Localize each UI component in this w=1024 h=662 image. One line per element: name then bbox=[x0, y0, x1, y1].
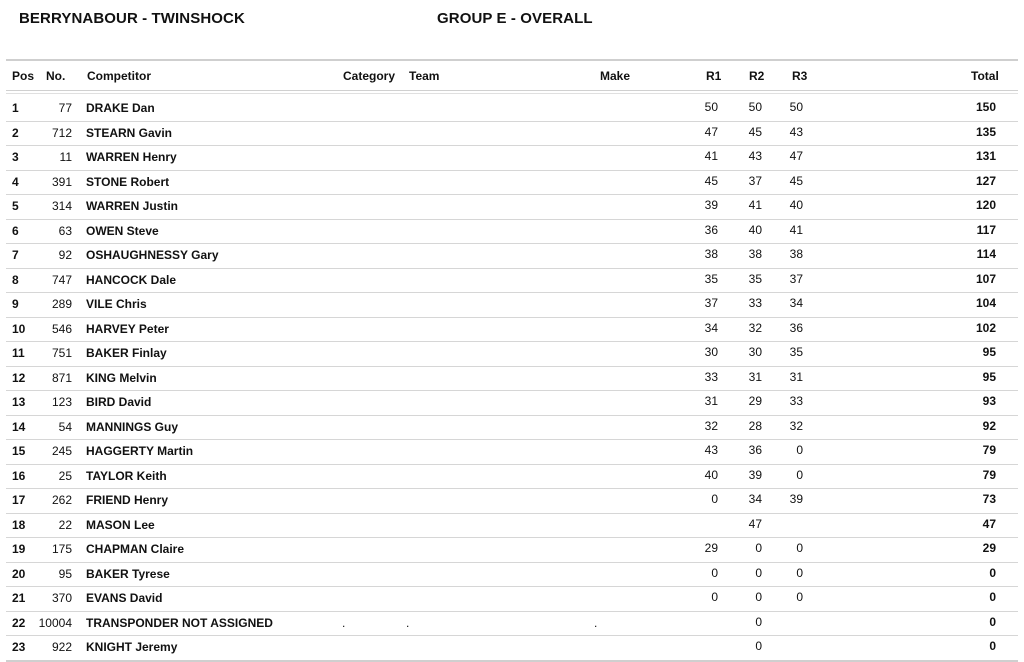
column-header-total: Total bbox=[971, 69, 999, 83]
competitor-name: BIRD David bbox=[86, 395, 152, 409]
round-2-score: 39 bbox=[748, 467, 762, 482]
position: 3 bbox=[12, 150, 19, 164]
round-3-score: 0 bbox=[796, 590, 803, 604]
round-3-score: 34 bbox=[789, 296, 803, 310]
round-1-score: 0 bbox=[711, 492, 718, 506]
position: 7 bbox=[12, 248, 19, 262]
round-2-score: 36 bbox=[748, 443, 762, 457]
competitor-name: TRANSPONDER NOT ASSIGNED bbox=[86, 615, 273, 630]
total-score: 127 bbox=[975, 173, 996, 188]
round-3-score: 32 bbox=[789, 418, 803, 433]
event-title: BERRYNABOUR - TWINSHOCK bbox=[19, 10, 245, 27]
round-3-score: 0 bbox=[796, 541, 803, 555]
competitor-name: MASON Lee bbox=[86, 517, 155, 532]
competitor-name: BAKER Finlay bbox=[86, 346, 167, 360]
column-header-team: Team bbox=[409, 69, 440, 83]
round-2-score: 0 bbox=[755, 614, 762, 629]
round-3-score: 0 bbox=[796, 467, 803, 482]
position: 8 bbox=[12, 272, 19, 287]
rider-number: 92 bbox=[58, 248, 72, 262]
rider-number: 95 bbox=[58, 566, 72, 581]
round-1-score: 30 bbox=[704, 345, 718, 359]
round-2-score: 28 bbox=[748, 418, 762, 433]
rider-number: 175 bbox=[51, 542, 72, 556]
table-row bbox=[6, 612, 1018, 637]
round-2-score: 30 bbox=[748, 345, 762, 359]
round-3-score: 47 bbox=[789, 149, 803, 163]
round-2-score: 37 bbox=[748, 173, 762, 188]
column-header-competitor: Competitor bbox=[87, 69, 151, 83]
rider-number: 370 bbox=[51, 591, 72, 605]
table-row bbox=[6, 563, 1018, 588]
position: 13 bbox=[12, 395, 26, 409]
rider-number: 391 bbox=[51, 174, 72, 189]
rider-number: 123 bbox=[51, 395, 72, 409]
total-score: 0 bbox=[989, 614, 996, 629]
table-row bbox=[6, 195, 1018, 220]
position: 16 bbox=[12, 468, 26, 483]
rider-number: 871 bbox=[51, 370, 72, 385]
competitor-name: KNIGHT Jeremy bbox=[86, 640, 178, 654]
category: . bbox=[342, 615, 346, 630]
table-row bbox=[6, 587, 1018, 612]
rider-number: 747 bbox=[51, 272, 72, 287]
competitor-name: WARREN Justin bbox=[86, 199, 179, 213]
total-score: 131 bbox=[975, 149, 996, 163]
position: 4 bbox=[12, 174, 19, 189]
round-3-score: 0 bbox=[796, 565, 803, 580]
position: 6 bbox=[12, 223, 19, 238]
total-score: 29 bbox=[982, 541, 996, 555]
table-row bbox=[6, 440, 1018, 465]
rider-number: 314 bbox=[51, 199, 72, 213]
round-1-score: 38 bbox=[704, 247, 718, 261]
rider-number: 22 bbox=[58, 517, 72, 532]
round-1-score: 33 bbox=[704, 369, 718, 384]
rider-number: 712 bbox=[51, 125, 72, 140]
competitor-name: BAKER Tyrese bbox=[86, 566, 170, 581]
table-row bbox=[6, 244, 1018, 269]
total-score: 107 bbox=[975, 271, 996, 286]
competitor-name: STONE Robert bbox=[86, 174, 170, 189]
table-row bbox=[6, 636, 1018, 662]
table-row bbox=[6, 97, 1018, 122]
rider-number: 922 bbox=[51, 640, 72, 654]
column-header-r2: R2 bbox=[749, 69, 765, 83]
position: 11 bbox=[12, 346, 25, 360]
total-score: 104 bbox=[975, 296, 996, 310]
round-1-score: 29 bbox=[704, 541, 718, 555]
round-1-score: 39 bbox=[704, 198, 718, 212]
round-2-score: 38 bbox=[748, 247, 762, 261]
position: 14 bbox=[12, 419, 26, 434]
table-row bbox=[6, 318, 1018, 343]
round-2-score: 34 bbox=[748, 492, 762, 506]
rider-number: 245 bbox=[51, 444, 72, 458]
round-1-score: 45 bbox=[704, 173, 718, 188]
round-2-score: 33 bbox=[748, 296, 762, 310]
table-row bbox=[6, 146, 1018, 171]
results-table bbox=[6, 97, 1018, 662]
position: 22 bbox=[12, 615, 26, 630]
round-2-score: 0 bbox=[755, 590, 762, 604]
round-1-score: 0 bbox=[711, 565, 718, 580]
round-2-score: 0 bbox=[755, 565, 762, 580]
total-score: 117 bbox=[976, 222, 996, 237]
column-header-r3: R3 bbox=[792, 69, 808, 83]
rider-number: 77 bbox=[58, 101, 72, 115]
position: 2 bbox=[12, 125, 19, 140]
competitor-name: TAYLOR Keith bbox=[86, 468, 167, 483]
column-header-no: No. bbox=[46, 69, 66, 83]
rider-number: 54 bbox=[58, 419, 72, 434]
table-row bbox=[6, 342, 1018, 367]
competitor-name: STEARN Gavin bbox=[86, 125, 173, 140]
total-score: 79 bbox=[982, 443, 996, 457]
competitor-name: WARREN Henry bbox=[86, 150, 177, 164]
total-score: 79 bbox=[982, 467, 996, 482]
competitor-name: CHAPMAN Claire bbox=[86, 542, 185, 556]
round-3-score: 37 bbox=[789, 271, 803, 286]
column-header-category: Category bbox=[343, 69, 396, 83]
column-header-make: Make bbox=[600, 69, 631, 83]
rider-number: 262 bbox=[51, 493, 72, 507]
total-score: 92 bbox=[982, 418, 996, 433]
rider-number: 11 bbox=[59, 150, 72, 164]
total-score: 135 bbox=[975, 124, 996, 139]
round-1-score: 31 bbox=[704, 394, 718, 408]
round-3-score: 43 bbox=[789, 124, 803, 139]
rider-number: 25 bbox=[58, 468, 72, 483]
round-3-score: 50 bbox=[789, 100, 803, 114]
round-1-score: 35 bbox=[704, 271, 718, 286]
round-2-score: 43 bbox=[748, 149, 762, 163]
round-3-score: 40 bbox=[789, 198, 803, 212]
group-title: GROUP E - OVERALL bbox=[437, 10, 593, 27]
round-3-score: 45 bbox=[789, 173, 803, 188]
total-score: 150 bbox=[975, 100, 996, 114]
round-1-score: 37 bbox=[704, 296, 718, 310]
table-row bbox=[6, 465, 1018, 490]
table-row bbox=[6, 220, 1018, 245]
column-header-pos: Pos bbox=[12, 69, 35, 83]
round-3-score: 31 bbox=[789, 369, 803, 384]
round-1-score: 36 bbox=[704, 222, 718, 237]
team: . bbox=[406, 615, 410, 630]
rider-number: 546 bbox=[51, 321, 72, 336]
position: 19 bbox=[12, 542, 26, 556]
total-score: 47 bbox=[982, 516, 996, 531]
competitor-name: EVANS David bbox=[86, 591, 163, 605]
competitor-name: HAGGERTY Martin bbox=[86, 444, 194, 458]
round-1-score: 50 bbox=[704, 100, 718, 114]
table-row bbox=[6, 538, 1018, 563]
rider-number: 751 bbox=[51, 346, 72, 360]
competitor-name: FRIEND Henry bbox=[86, 493, 169, 507]
competitor-name: VILE Chris bbox=[86, 297, 147, 311]
total-score: 114 bbox=[976, 247, 996, 261]
total-score: 102 bbox=[975, 320, 996, 335]
round-3-score: 39 bbox=[789, 492, 803, 506]
table-row bbox=[6, 122, 1018, 147]
round-2-score: 35 bbox=[748, 271, 762, 286]
round-3-score: 36 bbox=[789, 320, 803, 335]
competitor-name: MANNINGS Guy bbox=[86, 419, 179, 434]
total-score: 120 bbox=[975, 198, 996, 212]
round-3-score: 41 bbox=[789, 222, 803, 237]
total-score: 95 bbox=[982, 345, 996, 359]
round-2-score: 50 bbox=[748, 100, 762, 114]
round-2-score: 0 bbox=[755, 639, 762, 653]
round-1-score: 40 bbox=[704, 467, 718, 482]
rider-number: 10004 bbox=[38, 615, 72, 630]
competitor-name: OWEN Steve bbox=[86, 223, 159, 238]
position: 15 bbox=[12, 444, 26, 458]
table-row bbox=[6, 269, 1018, 294]
round-2-score: 40 bbox=[748, 222, 762, 237]
round-3-score: 0 bbox=[796, 443, 803, 457]
total-score: 95 bbox=[982, 369, 996, 384]
header-divider bbox=[6, 59, 1018, 61]
position: 17 bbox=[12, 493, 26, 507]
round-1-score: 43 bbox=[704, 443, 718, 457]
position: 9 bbox=[12, 297, 19, 311]
table-row bbox=[6, 391, 1018, 416]
rider-number: 63 bbox=[58, 223, 72, 238]
table-row bbox=[6, 367, 1018, 392]
round-2-score: 31 bbox=[748, 369, 762, 384]
column-header-r1: R1 bbox=[706, 69, 722, 83]
round-2-score: 29 bbox=[748, 394, 762, 408]
column-header-divider-secondary bbox=[6, 93, 1018, 94]
table-row bbox=[6, 416, 1018, 441]
competitor-name: HANCOCK Dale bbox=[86, 272, 177, 287]
rider-number: 289 bbox=[51, 297, 72, 311]
round-1-score: 34 bbox=[704, 320, 718, 335]
position: 18 bbox=[12, 517, 26, 532]
table-row bbox=[6, 489, 1018, 514]
position: 12 bbox=[12, 370, 26, 385]
round-2-score: 0 bbox=[755, 541, 762, 555]
position: 21 bbox=[12, 591, 26, 605]
table-row bbox=[6, 514, 1018, 539]
competitor-name: DRAKE Dan bbox=[86, 101, 155, 115]
position: 5 bbox=[12, 199, 19, 213]
column-header-divider bbox=[6, 90, 1018, 91]
total-score: 93 bbox=[982, 394, 996, 408]
competitor-name: KING Melvin bbox=[86, 370, 157, 385]
round-1-score: 47 bbox=[704, 124, 718, 139]
position: 23 bbox=[12, 640, 26, 654]
total-score: 0 bbox=[989, 590, 996, 604]
round-3-score: 33 bbox=[789, 394, 803, 408]
total-score: 0 bbox=[989, 565, 996, 580]
competitor-name: HARVEY Peter bbox=[86, 321, 169, 336]
round-1-score: 41 bbox=[704, 149, 718, 163]
round-2-score: 45 bbox=[748, 124, 762, 139]
round-2-score: 47 bbox=[748, 516, 762, 531]
position: 10 bbox=[12, 321, 26, 336]
round-3-score: 38 bbox=[789, 247, 803, 261]
table-row bbox=[6, 171, 1018, 196]
total-score: 0 bbox=[989, 639, 996, 653]
make: . bbox=[594, 615, 598, 630]
round-1-score: 32 bbox=[704, 418, 718, 433]
competitor-name: OSHAUGHNESSY Gary bbox=[86, 248, 219, 262]
total-score: 73 bbox=[982, 492, 996, 506]
round-2-score: 32 bbox=[748, 320, 762, 335]
position: 20 bbox=[12, 566, 26, 581]
position: 1 bbox=[12, 101, 19, 115]
round-2-score: 41 bbox=[748, 198, 762, 212]
round-1-score: 0 bbox=[711, 590, 718, 604]
table-row bbox=[6, 293, 1018, 318]
round-3-score: 35 bbox=[789, 345, 803, 359]
